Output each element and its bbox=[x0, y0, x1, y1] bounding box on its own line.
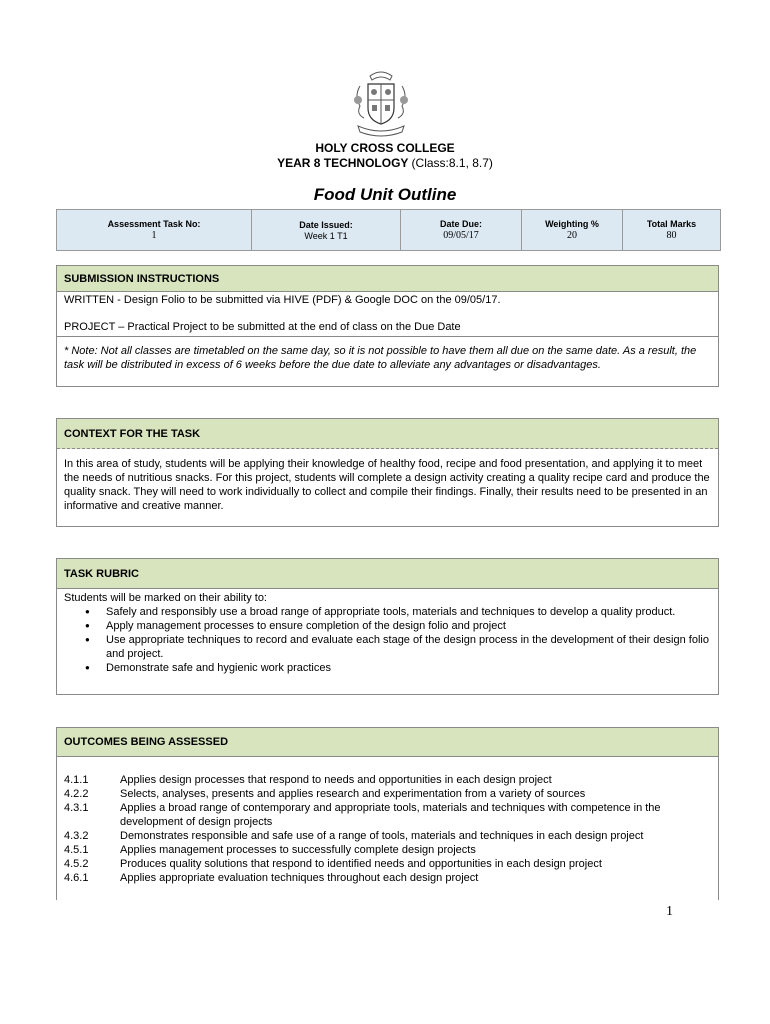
list-item: ● Demonstrate safe and hygienic work practices bbox=[85, 661, 711, 675]
outcome-code: 4.5.1 bbox=[64, 844, 89, 856]
rubric-intro: Students will be marked on their ability to: bbox=[64, 592, 267, 604]
task-rubric-box bbox=[56, 558, 719, 695]
class-list: (Class:8.1, 8.7) bbox=[411, 156, 493, 170]
page-title: Food Unit Outline bbox=[313, 185, 457, 204]
weighting-label: Weighting % bbox=[545, 219, 599, 229]
list-item bbox=[57, 787, 718, 801]
context-heading: CONTEXT FOR THE TASK bbox=[57, 419, 718, 449]
submission-note: * Note: Not all classes are timetabled on the same day, so it is not possible to have them all due on the same date. As a result, the task will be distributed in excess of 6 weeks before the due date to alleviate any advantages or disadvantages. bbox=[57, 336, 718, 372]
list-item bbox=[57, 871, 718, 885]
date-due-value: 09/05/17 bbox=[443, 230, 479, 241]
list-item bbox=[57, 829, 718, 843]
context-body: In this area of study, students will be applying their knowledge of healthy food, recipe and food presentation, and applying it to meet the needs of nutritious snacks. For this project, students will complete a design activity creating a quality recipe card and produce the quality snack. They will need to work individually to collect and compile their findings. Finally, their results need to be presented in an informative and creative manner. bbox=[64, 458, 710, 512]
date-issued-value: Week 1 T1 bbox=[304, 230, 348, 241]
course-name: YEAR 8 TECHNOLOGY bbox=[277, 156, 409, 170]
rubric-body bbox=[57, 589, 718, 675]
school-crest-logo bbox=[346, 66, 416, 138]
outcome-code: 4.2.2 bbox=[64, 788, 89, 800]
list-item bbox=[57, 801, 718, 829]
rubric-heading: TASK RUBRIC bbox=[57, 559, 718, 589]
outcome-text: Applies a broad range of contemporary and appropriate tools, materials and techniques with competence in the development of design projects bbox=[120, 802, 661, 828]
submission-heading: SUBMISSION INSTRUCTIONS bbox=[57, 266, 718, 292]
list-item bbox=[57, 857, 718, 871]
outcomes-heading: OUTCOMES BEING ASSESSED bbox=[57, 728, 718, 757]
page-number: 1 bbox=[666, 904, 673, 919]
outcomes-list bbox=[57, 757, 718, 885]
outcomes-box bbox=[56, 727, 719, 900]
outcome-code: 4.3.1 bbox=[64, 802, 89, 814]
assessment-task-label: Assessment Task No: bbox=[107, 219, 201, 229]
submission-instructions-box bbox=[56, 265, 719, 387]
total-marks-cell bbox=[623, 210, 720, 250]
rubric-list bbox=[64, 605, 711, 675]
list-item: ● Safely and responsibly use a broad range of appropriate tools, materials and techniques to develop a quality product. bbox=[85, 605, 711, 619]
submission-written: WRITTEN - Design Folio to be submitted via HIVE (PDF) & Google DOC on the 09/05/17. bbox=[64, 294, 501, 306]
total-marks-value: 80 bbox=[666, 230, 677, 241]
context-box bbox=[56, 418, 719, 527]
assessment-task-cell bbox=[57, 210, 252, 250]
list-item bbox=[57, 773, 718, 787]
outcome-text: Selects, analyses, presents and applies research and experimentation from a variety of sources bbox=[120, 788, 586, 800]
date-due-cell bbox=[401, 210, 522, 250]
assessment-info-table bbox=[56, 209, 721, 251]
total-marks-label: Total Marks bbox=[646, 219, 697, 229]
school-name: HOLY CROSS COLLEGE bbox=[315, 141, 455, 155]
assessment-task-value: 1 bbox=[151, 230, 157, 241]
outcome-code: 4.1.1 bbox=[64, 774, 89, 786]
submission-project: PROJECT – Practical Project to be submitted at the end of class on the Due Date bbox=[64, 321, 461, 333]
date-issued-cell bbox=[252, 210, 401, 250]
weighting-value: 20 bbox=[567, 230, 577, 241]
list-item: ● Use appropriate techniques to record and evaluate each stage of the design process in the development of their design folio and project. bbox=[85, 633, 711, 661]
outcome-text: Applies design processes that respond to needs and opportunities in each design project bbox=[120, 774, 552, 786]
outcome-code: 4.5.2 bbox=[64, 858, 89, 870]
date-due-label: Date Due: bbox=[439, 219, 482, 229]
weighting-cell bbox=[522, 210, 623, 250]
date-issued-label: Date Issued: bbox=[299, 219, 353, 230]
outcome-text: Applies appropriate evaluation techniques throughout each design project bbox=[120, 872, 479, 884]
outcome-text: Produces quality solutions that respond to identified needs and opportunities in each design project bbox=[120, 858, 602, 870]
outcome-code: 4.6.1 bbox=[64, 872, 89, 884]
course-line bbox=[0, 156, 770, 170]
list-item: ● Apply management processes to ensure completion of the design folio and project bbox=[85, 619, 711, 633]
list-item bbox=[57, 843, 718, 857]
outcome-text: Demonstrates responsible and safe use of a range of tools, materials and techniques in each design project bbox=[120, 830, 644, 842]
outcome-text: Applies management processes to successfully complete design projects bbox=[120, 844, 476, 856]
outcome-code: 4.3.2 bbox=[64, 830, 89, 842]
